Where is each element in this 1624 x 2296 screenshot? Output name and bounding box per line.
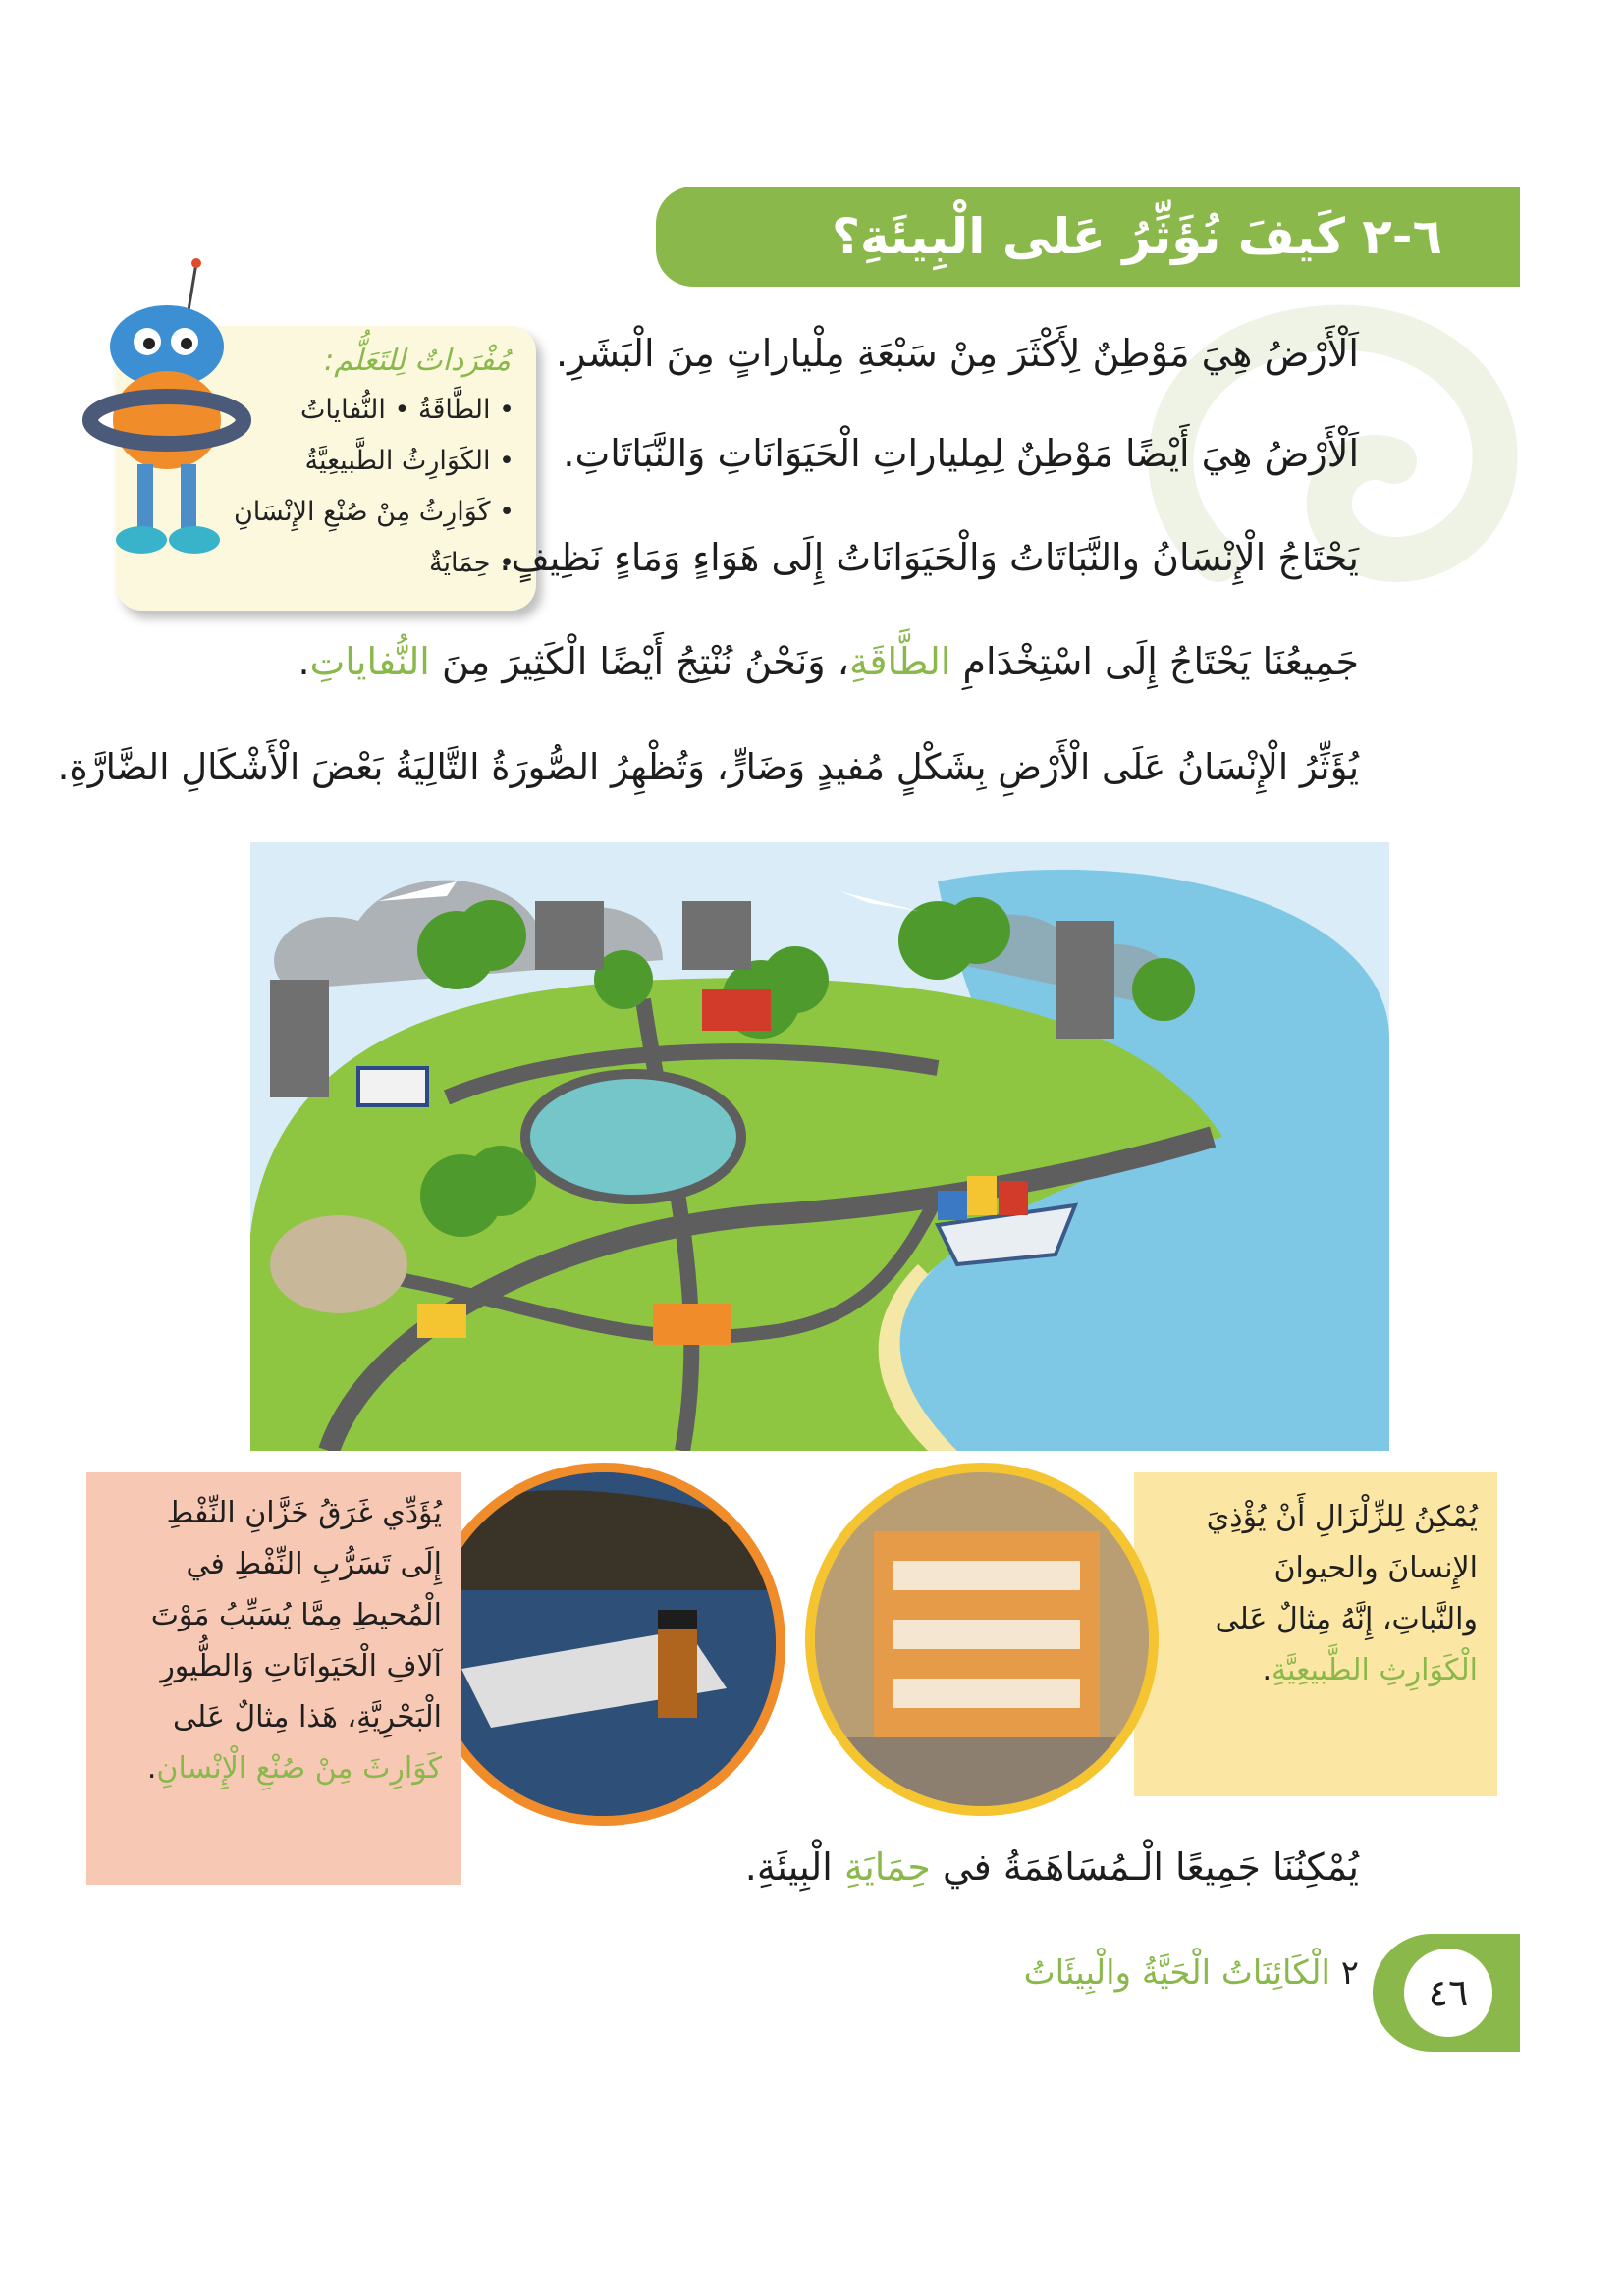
paragraph: اَلْأَرْضُ هِيَ مَوْطِنٌ لِأَكْثَرَ مِنْ سَبْعَةِ مِلْياراتٍ مِنَ الْبَشَرِ. bbox=[555, 332, 1359, 375]
caption-line: إِلَى تَسَرُّبِ النِّفْطِ في bbox=[186, 1547, 442, 1581]
vocabulary-item: • الطَّاقَةُ • النُّفاياتُ bbox=[299, 395, 514, 425]
caption-line: الْمُحيطِ مِمَّا يُسَبِّبُ مَوْتَ bbox=[150, 1598, 442, 1632]
earthquake-building-photo bbox=[805, 1463, 1159, 1816]
keyword-waste: النُّفاياتِ bbox=[309, 640, 430, 683]
keyword-natural-disasters: الْكَوَارِثِ الطَّبيعِيَّةِ bbox=[1272, 1653, 1478, 1687]
keyword-energy: الطَّاقَةِ bbox=[849, 640, 951, 683]
vocabulary-item: • كَوَارِثُ مِنْ صُنْعِ الإِنْسَانِ bbox=[233, 497, 514, 527]
oil-spill-caption-box bbox=[86, 1472, 461, 1885]
paragraph-text: ، وَنَحْنُ نُنْتِجُ أَيْضًا الْكَثِيرَ مِنَ bbox=[429, 640, 850, 683]
paragraph-energy-waste bbox=[298, 640, 1359, 683]
paragraph: يَحْتَاجُ الْإِنْسَانُ والنَّبَاتَاتُ وَالْحَيَوَانَاتُ إِلَى هَوَاءٍ وَمَاءٍ نَظِيفٍ. bbox=[499, 536, 1359, 579]
environment-scene-illustration bbox=[250, 842, 1389, 1451]
closing-text: الْبِيئَةِ. bbox=[744, 1845, 844, 1889]
paragraph-text: . bbox=[298, 640, 310, 683]
caption-line: الْبَحْرِيَّةِ، هَذا مِثالٌ عَلى bbox=[173, 1700, 442, 1735]
page-title: ٦-٢ كَيفَ نُؤَثِّرُ عَلى الْبِيئَةِ؟ bbox=[831, 208, 1443, 265]
paragraph: اَلْأَرْضُ هِيَ أَيْضًا مَوْطِنٌ لِمِلياراتِ الْحَيَوَانَاتِ وَالنَّبَاتَاتِ. bbox=[563, 432, 1359, 475]
earthquake-caption-box bbox=[1134, 1472, 1497, 1796]
caption-line: يُؤَدِّي غَرَقُ خَزَّانِ النِّفْطِ bbox=[166, 1496, 442, 1530]
closing-text: يُمْكِنُنَا جَمِيعًا الْـمُسَاهَمَةُ في bbox=[930, 1845, 1359, 1889]
closing-sentence bbox=[745, 1845, 1359, 1889]
vocabulary-item: • حِمَايَةٌ bbox=[428, 548, 514, 578]
caption-line: آلافِ الْحَيَوانَاتِ وَالطُّيورِ bbox=[160, 1649, 442, 1683]
caption-line: والنَّباتِ، إِنَّهُ مِثالٌ عَلى bbox=[1215, 1602, 1478, 1636]
section-title-band bbox=[656, 187, 1520, 287]
caption-punctuation: . bbox=[146, 1751, 157, 1786]
caption-line: يُمْكِنُ لِلزِّلْزَالِ أَنْ يُؤْذِيَ bbox=[1206, 1500, 1478, 1534]
oil-tanker-image bbox=[432, 1472, 776, 1816]
unit-title: الْكَائِنَاتُ الْحَيَّةُ والْبِيئَاتُ bbox=[1023, 1953, 1330, 1993]
earthquake-building-image bbox=[815, 1472, 1149, 1806]
page-number: ٤٦ bbox=[1404, 1949, 1492, 2037]
unit-label bbox=[1024, 1953, 1359, 1993]
keyword-man-made-disasters: كَوَارِثَ مِنْ صُنْعِ الْإِنْسانِ bbox=[156, 1751, 442, 1786]
unit-number: ٢ bbox=[1340, 1953, 1359, 1993]
vocabulary-item: • الكَوَارِثُ الطَّبيعِيَّةُ bbox=[304, 446, 514, 476]
paragraph: يُؤَثِّرُ الْإِنْسَانُ عَلَى الْأَرْضِ بِشَكْلٍ مُفيدٍ وَضَارٍّ، وَتُظْهِرُ الصُّورَةُ التَّالِيَةُ بَعْضَ الْأَشْكَالِ الضَّارَّةِ. bbox=[57, 746, 1359, 788]
caption-line: الإِنسانَ والحيوانَ bbox=[1273, 1551, 1478, 1585]
robot-mascot-icon bbox=[69, 253, 265, 567]
oil-tanker-photo bbox=[422, 1463, 785, 1826]
caption-punctuation: . bbox=[1262, 1653, 1272, 1687]
vocabulary-title: مُفْرَداتٌ لِلتَعَلُّم: bbox=[324, 344, 511, 378]
paragraph-text: جَمِيعُنَا يَحْتَاجُ إِلَى اسْتِخْدَامِ bbox=[950, 640, 1359, 683]
keyword-protection: حِمَايَةِ bbox=[843, 1845, 931, 1889]
